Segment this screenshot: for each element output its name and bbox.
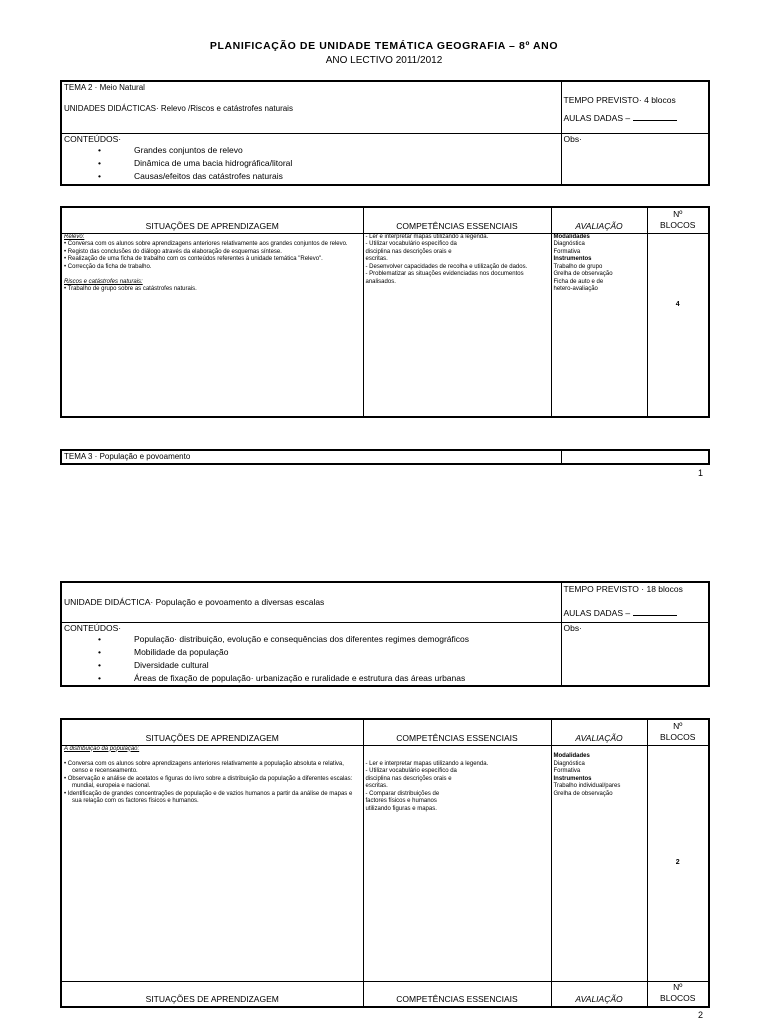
evaluation-line: Ficha de auto e de bbox=[553, 278, 604, 285]
content-item: • Diversidade cultural bbox=[134, 659, 559, 672]
competence-line bbox=[366, 746, 549, 754]
evaluation-line: Grelha de observação bbox=[553, 790, 613, 797]
unit-cell bbox=[61, 582, 561, 622]
activity-item: • Observação e análise de acetatos e figuras do livro sobre a distribuição da população a diferentes escalas: mundial, europeia e nacional. bbox=[64, 775, 353, 789]
competence-line bbox=[366, 753, 549, 761]
competences-cell bbox=[363, 233, 551, 417]
competence-line: - Ler e interpretar mapas utilizando a legenda. bbox=[365, 233, 489, 240]
competence-line: - Problematizar as situações evidenciadas nos documentos bbox=[365, 271, 524, 277]
evaluation-line: Modalidades bbox=[553, 753, 590, 759]
blocks-value-2: 2 bbox=[675, 859, 680, 866]
evaluation-line: Formativa bbox=[553, 248, 581, 255]
header-blocks-2 bbox=[647, 719, 709, 745]
evaluation-line: Trabalho individual/pares bbox=[553, 783, 621, 789]
competences-cell-2 bbox=[363, 745, 551, 981]
evaluation-cell-2 bbox=[551, 745, 647, 981]
activity-item: • Identificação de grandes concentrações de população e de vazios humanos a partir da análise de mapas e sua relação com os factores físicos e humanos. bbox=[64, 790, 353, 804]
activity-item bbox=[64, 271, 361, 279]
header-blocos: BLOCOS bbox=[660, 219, 696, 230]
activity-item: • Correcção da ficha de trabalho. bbox=[64, 263, 152, 270]
planned-time: TEMPO PREVISTO· 4 blocos bbox=[563, 95, 676, 105]
section-heading: Relevo: bbox=[64, 233, 85, 240]
activity-item: • Registo das conclusões do diálogo através da elaboração de esquemas síntese. bbox=[64, 248, 282, 255]
document-title: PLANIFICAÇÃO DE UNIDADE TEMÁTICA GEOGRAFIA – 8º ANO bbox=[209, 40, 559, 52]
header-blocos-2: BLOCOS bbox=[660, 731, 696, 742]
evaluation-line: Instrumentos bbox=[553, 775, 592, 782]
header-evaluation-2: AVALIAÇÃO bbox=[551, 719, 647, 745]
obs-cell-2 bbox=[561, 622, 709, 686]
competence-line: analisados. bbox=[365, 278, 396, 285]
classes-given-2: AULAS DADAS – bbox=[563, 608, 631, 618]
unit-info-table-1 bbox=[60, 80, 710, 186]
obs-label-2: Obs· bbox=[563, 622, 582, 633]
evaluation-line: Modalidades bbox=[553, 233, 590, 240]
content-item: • Dinâmica de uma bacia hidrográfica/litoral bbox=[134, 157, 559, 170]
evaluation-line: Grelha de observação bbox=[553, 271, 613, 277]
school-year: ANO LECTIVO 2011/2012 bbox=[325, 55, 443, 66]
header-competences: COMPETÊNCIAS ESSENCIAIS bbox=[363, 207, 551, 233]
evaluation-cell bbox=[551, 233, 647, 417]
theme3-table bbox=[60, 449, 710, 465]
header-situations-2: SITUAÇÕES DE APRENDIZAGEM bbox=[61, 719, 363, 745]
evaluation-line: Trabalho de grupo bbox=[553, 263, 603, 270]
activity-item: • Trabalho de grupo sobre as catástrofes naturais. bbox=[64, 286, 197, 292]
header-n-3: Nº bbox=[673, 982, 683, 992]
competence-line: disciplina nas descrições orais e bbox=[365, 775, 452, 782]
activity-item: • Conversa com os alunos sobre aprendizagens anteriores relativamente a população absoluta e relativa, censo e recenseamento. bbox=[64, 760, 344, 774]
contents-label: CONTEÚDOS· bbox=[64, 133, 122, 144]
section-heading: Riscos e catástrofes naturais: bbox=[64, 278, 143, 285]
unit-label: UNIDADE DIDÁCTICA· População e povoamento a diversas escalas bbox=[64, 597, 325, 608]
evaluation-line: Diagnóstica bbox=[553, 241, 585, 247]
learning-plan-table-2 bbox=[60, 718, 710, 1008]
blocks-value: 4 bbox=[675, 300, 680, 308]
header-n-2: Nº bbox=[673, 720, 683, 731]
competence-line: utilizando figuras e mapas. bbox=[365, 805, 437, 812]
blocks-cell-2 bbox=[647, 745, 709, 981]
contents-list-2 bbox=[64, 633, 559, 685]
header-n: Nº bbox=[673, 208, 683, 219]
competence-line: - Utilizar vocabulário específico da bbox=[365, 241, 457, 247]
evaluation-line: Formativa bbox=[553, 768, 581, 774]
activity-item bbox=[64, 753, 361, 761]
content-item: • Áreas de fixação de população· urbanização e ruralidade e estrutura das áreas urbanas bbox=[134, 672, 559, 685]
theme-label: TEMA 2 · Meio Natural bbox=[64, 83, 145, 92]
contents-label-2: CONTEÚDOS· bbox=[64, 622, 122, 633]
header-evaluation-3: AVALIAÇÃO bbox=[551, 981, 647, 1007]
competence-line: escritas. bbox=[365, 783, 388, 789]
contents-cell-2 bbox=[61, 622, 561, 686]
obs-label: Obs· bbox=[563, 133, 582, 144]
content-item: • Grandes conjuntos de relevo bbox=[134, 144, 559, 157]
header-competences-3: COMPETÊNCIAS ESSENCIAIS bbox=[363, 981, 551, 1007]
competence-line: - Comparar distribuições de bbox=[365, 790, 440, 797]
evaluation-line: Instrumentos bbox=[553, 256, 592, 262]
theme-cell bbox=[61, 81, 561, 133]
content-item: • População· distribuição, evolução e consequências dos diferentes regimes demográficos bbox=[134, 633, 559, 646]
header-evaluation: AVALIAÇÃO bbox=[551, 207, 647, 233]
header-situations: SITUAÇÕES DE APRENDIZAGEM bbox=[61, 207, 363, 233]
blocks-cell bbox=[647, 233, 709, 417]
page-number-1: 1 bbox=[698, 468, 704, 478]
theme3-empty bbox=[561, 450, 709, 464]
theme3-label: TEMA 3 · População e povoamento bbox=[61, 450, 561, 464]
unit-info-table-2 bbox=[60, 581, 710, 687]
competence-line: - Ler e interpretar mapas utilizando a legenda. bbox=[365, 760, 489, 767]
header-competences-2: COMPETÊNCIAS ESSENCIAIS bbox=[363, 719, 551, 745]
content-item: • Causas/efeitos das catástrofes naturais bbox=[134, 170, 559, 183]
competence-line: disciplina nas descrições orais e bbox=[365, 248, 452, 255]
evaluation-line: hetero-avaliação bbox=[553, 286, 598, 292]
classes-given: AULAS DADAS – bbox=[563, 113, 631, 123]
units-label: UNIDADES DIDÁCTICAS· Relevo /Riscos e catástrofes naturais bbox=[64, 104, 293, 113]
situations-cell-2 bbox=[61, 745, 363, 981]
header-blocos-3: BLOCOS bbox=[660, 993, 696, 1003]
header-blocks bbox=[647, 207, 709, 233]
competence-line: escritas. bbox=[365, 256, 388, 262]
contents-list bbox=[64, 144, 559, 183]
competence-line: factores físicos e humanos bbox=[365, 798, 437, 804]
time-cell bbox=[561, 81, 709, 133]
situations-cell bbox=[61, 233, 363, 417]
competence-line: - Utilizar vocabulário específico da bbox=[365, 768, 457, 774]
activity-item: • Conversa com os alunos sobre aprendizagens anteriores relativamente aos grandes conjuntos de relevo. bbox=[64, 241, 348, 247]
activity-item: • Realização de uma ficha de trabalho com os conteúdos referentes à unidade temática "Relevo". bbox=[64, 256, 323, 262]
evaluation-line bbox=[554, 746, 645, 754]
competence-line: - Desenvolver capacidades de recolha e utilização de dados. bbox=[365, 263, 528, 270]
contents-cell bbox=[61, 133, 561, 185]
page-number-2: 2 bbox=[698, 1010, 704, 1020]
learning-plan-table-1 bbox=[60, 206, 710, 418]
planned-time-2: TEMPO PREVISTO · 18 blocos bbox=[563, 584, 683, 594]
header-situations-3: SITUAÇÕES DE APRENDIZAGEM bbox=[61, 981, 363, 1007]
header-blocks-3 bbox=[647, 981, 709, 1007]
time-cell-2 bbox=[561, 582, 709, 622]
obs-cell bbox=[561, 133, 709, 185]
section-heading: A distribuição da população: bbox=[64, 745, 140, 752]
evaluation-line: Diagnóstica bbox=[553, 760, 585, 767]
content-item: • Mobilidade da população bbox=[134, 646, 559, 659]
